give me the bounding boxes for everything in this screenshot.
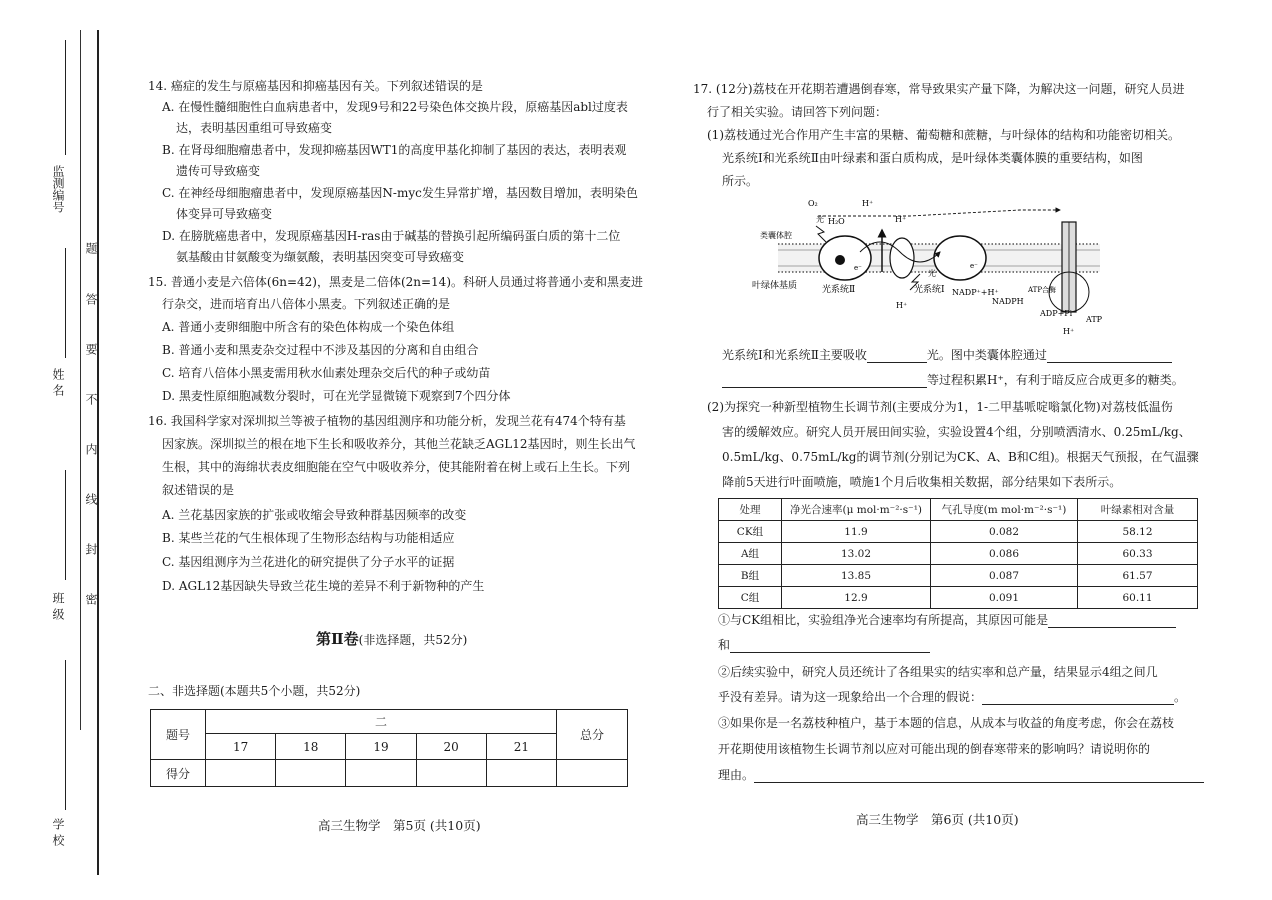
table-row: C组 12.9 0.091 60.11 bbox=[719, 587, 1198, 609]
ps2-reaction-center bbox=[835, 255, 845, 265]
q17-part2-cont: 0.5mL/kg、0.75mL/kg的调节剂(分别记为CK、A、B和C组)。根据天气预报，在气温骤 bbox=[722, 450, 1199, 464]
photosystem-2-complex bbox=[819, 236, 871, 280]
light-bolt-1 bbox=[816, 226, 826, 242]
seal-char: 密 bbox=[84, 593, 98, 605]
sub-q3-line-1: ③如果你是一名荔枝种植户，基于本题的信息，从成本与收益的角度考虑，你会在荔枝 bbox=[718, 716, 1175, 730]
score-table-group: 二 bbox=[206, 710, 557, 734]
results-header: 净光合速率(μ mol·m⁻²·s⁻¹) bbox=[782, 499, 931, 521]
q17-part2-cont: 降前5天进行叶面喷施，喷施1个月后收集相关数据，部分结果如下表所示。 bbox=[722, 475, 1122, 489]
seal-char: 不 bbox=[84, 393, 98, 405]
nadp-label: NADP⁺+H⁺ bbox=[952, 288, 999, 297]
score-table-total: 总分 bbox=[557, 710, 628, 760]
electron-label: e⁻ bbox=[854, 264, 862, 272]
hplus-label: H⁺ bbox=[895, 215, 907, 224]
seal-char: 要 bbox=[84, 343, 98, 355]
score-table-num: 19 bbox=[346, 734, 416, 760]
q14-option-a: A. 在慢性髓细胞性白血病患者中，发现9号和22号染色体交换片段，原癌基因abl过度表 bbox=[162, 100, 628, 114]
q16-option-a: A. 兰花基因家族的扩张或收缩会导致种群基因频率的改变 bbox=[162, 508, 467, 522]
q16-stem: 16. 我国科学家对深圳拟兰等被子植物的基因组测序和功能分析，发现兰花有474个特有基 bbox=[148, 414, 626, 428]
name-label: 姓 名 bbox=[51, 368, 65, 396]
class-label: 班 级 bbox=[51, 592, 65, 620]
q16-option-b: B. 某些兰花的气生根体现了生物形态结构与功能相适应 bbox=[162, 531, 455, 545]
score-table-num: 18 bbox=[276, 734, 346, 760]
hplus-synthase-label: H⁺ bbox=[1063, 327, 1075, 336]
margin-rule-outer bbox=[80, 30, 81, 730]
score-cell[interactable] bbox=[206, 760, 276, 787]
proton-cycle-path bbox=[818, 210, 1060, 216]
score-cell[interactable] bbox=[486, 760, 556, 787]
part-2-title: 第Ⅱ卷 bbox=[316, 630, 359, 648]
score-table-num: 21 bbox=[486, 734, 556, 760]
q14-option-c: C. 在神经母细胞瘤患者中，发现原癌基因N-myc发生异常扩增，基因数目增加，表明染色 bbox=[162, 186, 638, 200]
school-label: 学 校 bbox=[51, 818, 65, 846]
q17-stem-cont: 行了相关实验。请回答下列问题： bbox=[707, 105, 888, 119]
ps2-label: 光系统Ⅱ bbox=[822, 285, 856, 295]
q15-stem: 15. 普通小麦是六倍体(6n=42)，黑麦是二倍体(2n=14)。科研人员通过将普通小麦和黑麦进 bbox=[148, 275, 644, 289]
q17-part1-cont: 光系统Ⅰ和光系统Ⅱ由叶绿素和蛋白质构成，是叶绿体类囊体膜的重要结构，如图 bbox=[722, 151, 1143, 165]
sub-q1-line-1: ①与CK组相比，实验组净光合速率均有所提高，其原因可能是 bbox=[718, 613, 1176, 628]
q17-stem: 17. (12分)荔枝在开花期若遭遇倒春寒，常导致果实产量下降，为解决这一问题，研究人员进 bbox=[693, 82, 1185, 96]
table-row: CK组 11.9 0.082 58.12 bbox=[719, 521, 1198, 543]
score-cell-total[interactable] bbox=[557, 760, 628, 787]
q14-option-d-cont: 氨基酸由甘氨酸变为缬氨酸，表明基因突变可导致癌变 bbox=[176, 250, 465, 264]
class-line bbox=[65, 470, 66, 580]
h-top-label: H⁺ bbox=[862, 199, 874, 208]
q17-part1: (1)荔枝通过光合作用产生丰富的果糖、葡萄糖和蔗糖，与叶绿体的结构和功能密切相关。 bbox=[707, 128, 1181, 142]
thylakoid-diagram bbox=[752, 192, 1120, 342]
electron-label: e⁻ bbox=[970, 262, 978, 270]
q15-option-b: B. 普通小麦和黑麦杂交过程中不涉及基因的分离和自由组合 bbox=[162, 343, 479, 357]
adp-label: ADP+Pi bbox=[1040, 309, 1073, 318]
school-line bbox=[65, 660, 66, 810]
table-row: B组 13.85 0.087 61.57 bbox=[719, 565, 1198, 587]
score-table-num: 17 bbox=[206, 734, 276, 760]
q17-part2: (2)为探究一种新型植物生长调节剂(主要成分为1，1-二甲基哌啶嗡氯化物)对荔枝低温伤 bbox=[707, 400, 1173, 414]
seal-char: 封 bbox=[84, 543, 98, 555]
score-cell[interactable] bbox=[276, 760, 346, 787]
answer-blank[interactable] bbox=[1047, 350, 1172, 363]
answer-blank[interactable] bbox=[867, 350, 927, 363]
q16-stem-cont: 因家族。深圳拟兰的根在地下生长和吸收养分，其他兰花缺乏AGL12基因时，则生长出气 bbox=[162, 437, 636, 451]
results-table bbox=[718, 498, 1198, 609]
atp-label: ATP bbox=[1086, 315, 1103, 324]
sub-q2-line-1: ②后续实验中，研究人员还统计了各组果实的结实率和总产量，结果显示4组之间几 bbox=[718, 665, 1158, 679]
q16-option-c: C. 基因组测序为兰花进化的研究提供了分子水平的证据 bbox=[162, 555, 455, 569]
q15-stem-cont: 行杂交，进而培育出八倍体小黑麦。下列叙述正确的是 bbox=[162, 297, 451, 311]
q16-stem-cont: 叙述错误的是 bbox=[162, 483, 235, 497]
score-table bbox=[150, 709, 628, 787]
light-label-2: 光 bbox=[928, 269, 936, 278]
q17-part1-cont: 所示。 bbox=[722, 174, 759, 188]
q17-1-fill-line-1: 光系统Ⅰ和光系统Ⅱ主要吸收 光。图中类囊体腔通过 bbox=[722, 348, 1172, 363]
q15-option-d: D. 黑麦性原细胞减数分裂时，可在光学显微镜下观察到7个四分体 bbox=[162, 389, 511, 403]
q14-option-a-cont: 达，表明基因重组可导致癌变 bbox=[176, 121, 333, 135]
name-line bbox=[65, 248, 66, 358]
q17-1-fill-line-2: 等过程积累H⁺，有利于暗反应合成更多的糖类。 bbox=[722, 373, 1184, 388]
stroma-label: 叶绿体基质 bbox=[752, 281, 798, 291]
o2-label: O₂ bbox=[808, 199, 818, 208]
page-6-footer: 高三生物学 第6页 (共10页) bbox=[856, 812, 1019, 827]
results-header: 叶绿素相对含量 bbox=[1078, 499, 1198, 521]
photosystem-1-complex bbox=[934, 236, 986, 280]
q15-option-c: C. 培育八倍体小黑麦需用秋水仙素处理杂交后代的种子或幼苗 bbox=[162, 366, 491, 380]
monitor-no-label: 监测编号 bbox=[51, 165, 65, 213]
lumen-label: 类囊体腔 bbox=[760, 231, 792, 240]
q14-option-b: B. 在肾母细胞瘤患者中，发现抑癌基因WT1的高度甲基化抑制了基因的表达，表明表观 bbox=[162, 143, 627, 157]
hplus-bottom-label: H⁺ bbox=[896, 301, 908, 310]
q14-stem: 14. 癌症的发生与原癌基因和抑癌基因有关。下列叙述错误的是 bbox=[148, 79, 483, 93]
atp-enzyme-label: ATP合酶 bbox=[1028, 286, 1057, 294]
part-2-note: (非选择题，共52分) bbox=[358, 633, 468, 647]
score-table-q-label: 题号 bbox=[151, 710, 206, 760]
sub-q1-line-2: 和 bbox=[718, 638, 930, 653]
answer-blank[interactable] bbox=[982, 692, 1174, 705]
sub-q2-line-2: 乎没有差异。请为这一现象给出一个合理的假说： 。 bbox=[718, 690, 1187, 704]
score-cell[interactable] bbox=[416, 760, 486, 787]
ps1-label: 光系统Ⅰ bbox=[914, 285, 945, 295]
monitor-no-line bbox=[65, 40, 66, 155]
table-row: A组 13.02 0.086 60.33 bbox=[719, 543, 1198, 565]
cytochrome-complex bbox=[890, 238, 914, 278]
light-label-1: 光 bbox=[816, 215, 824, 224]
seal-char: 答 bbox=[84, 293, 98, 305]
q14-option-c-cont: 体变异可导致癌变 bbox=[176, 207, 273, 221]
q17-part2-cont: 害的缓解效应。研究人员开展田间实验，实验设置4个组，分别喷洒清水、0.25mL/kg、 bbox=[722, 425, 1191, 439]
sub-q3-line-2: 开花期使用该植物生长调节剂以应对可能出现的倒春寒带来的影响吗？请说明你的 bbox=[718, 742, 1151, 756]
results-header: 气孔导度(m mol·m⁻²·s⁻¹) bbox=[931, 499, 1078, 521]
seal-char: 线 bbox=[84, 493, 98, 505]
sub-q3-line-3: 理由。 bbox=[718, 768, 1204, 783]
answer-blank[interactable] bbox=[730, 640, 930, 653]
answer-blank[interactable] bbox=[722, 375, 927, 388]
q16-stem-cont: 生根，其中的海绵状表皮细胞能在空气中吸收养分，使其能附着在树上或石上生长。下列 bbox=[162, 460, 631, 474]
part-2-heading bbox=[316, 628, 467, 649]
seal-char: 内 bbox=[84, 443, 98, 455]
seal-char: 题 bbox=[84, 242, 98, 254]
score-table-num: 20 bbox=[416, 734, 486, 760]
h2o-label: H₂O bbox=[828, 217, 845, 226]
section-2-title: 二、非选择题(本题共5个小题，共52分) bbox=[148, 684, 361, 698]
q14-option-b-cont: 遗传可导致癌变 bbox=[176, 164, 261, 178]
answer-blank[interactable] bbox=[1048, 615, 1176, 628]
q14-option-d: D. 在膀胱癌患者中，发现原癌基因H-ras由于碱基的替换引起所编码蛋白质的第十二位 bbox=[162, 229, 621, 243]
page-5-footer: 高三生物学 第5页 (共10页) bbox=[318, 818, 481, 833]
q16-option-d: D. AGL12基因缺失导致兰花生境的差异不利于新物种的产生 bbox=[162, 579, 485, 593]
score-cell[interactable] bbox=[346, 760, 416, 787]
answer-blank[interactable] bbox=[754, 770, 1204, 783]
results-header: 处理 bbox=[719, 499, 782, 521]
score-table-score-label: 得分 bbox=[151, 760, 206, 787]
q15-option-a: A. 普通小麦卵细胞中所含有的染色体构成一个染色体组 bbox=[162, 320, 455, 334]
nadph-label: NADPH bbox=[992, 297, 1024, 306]
